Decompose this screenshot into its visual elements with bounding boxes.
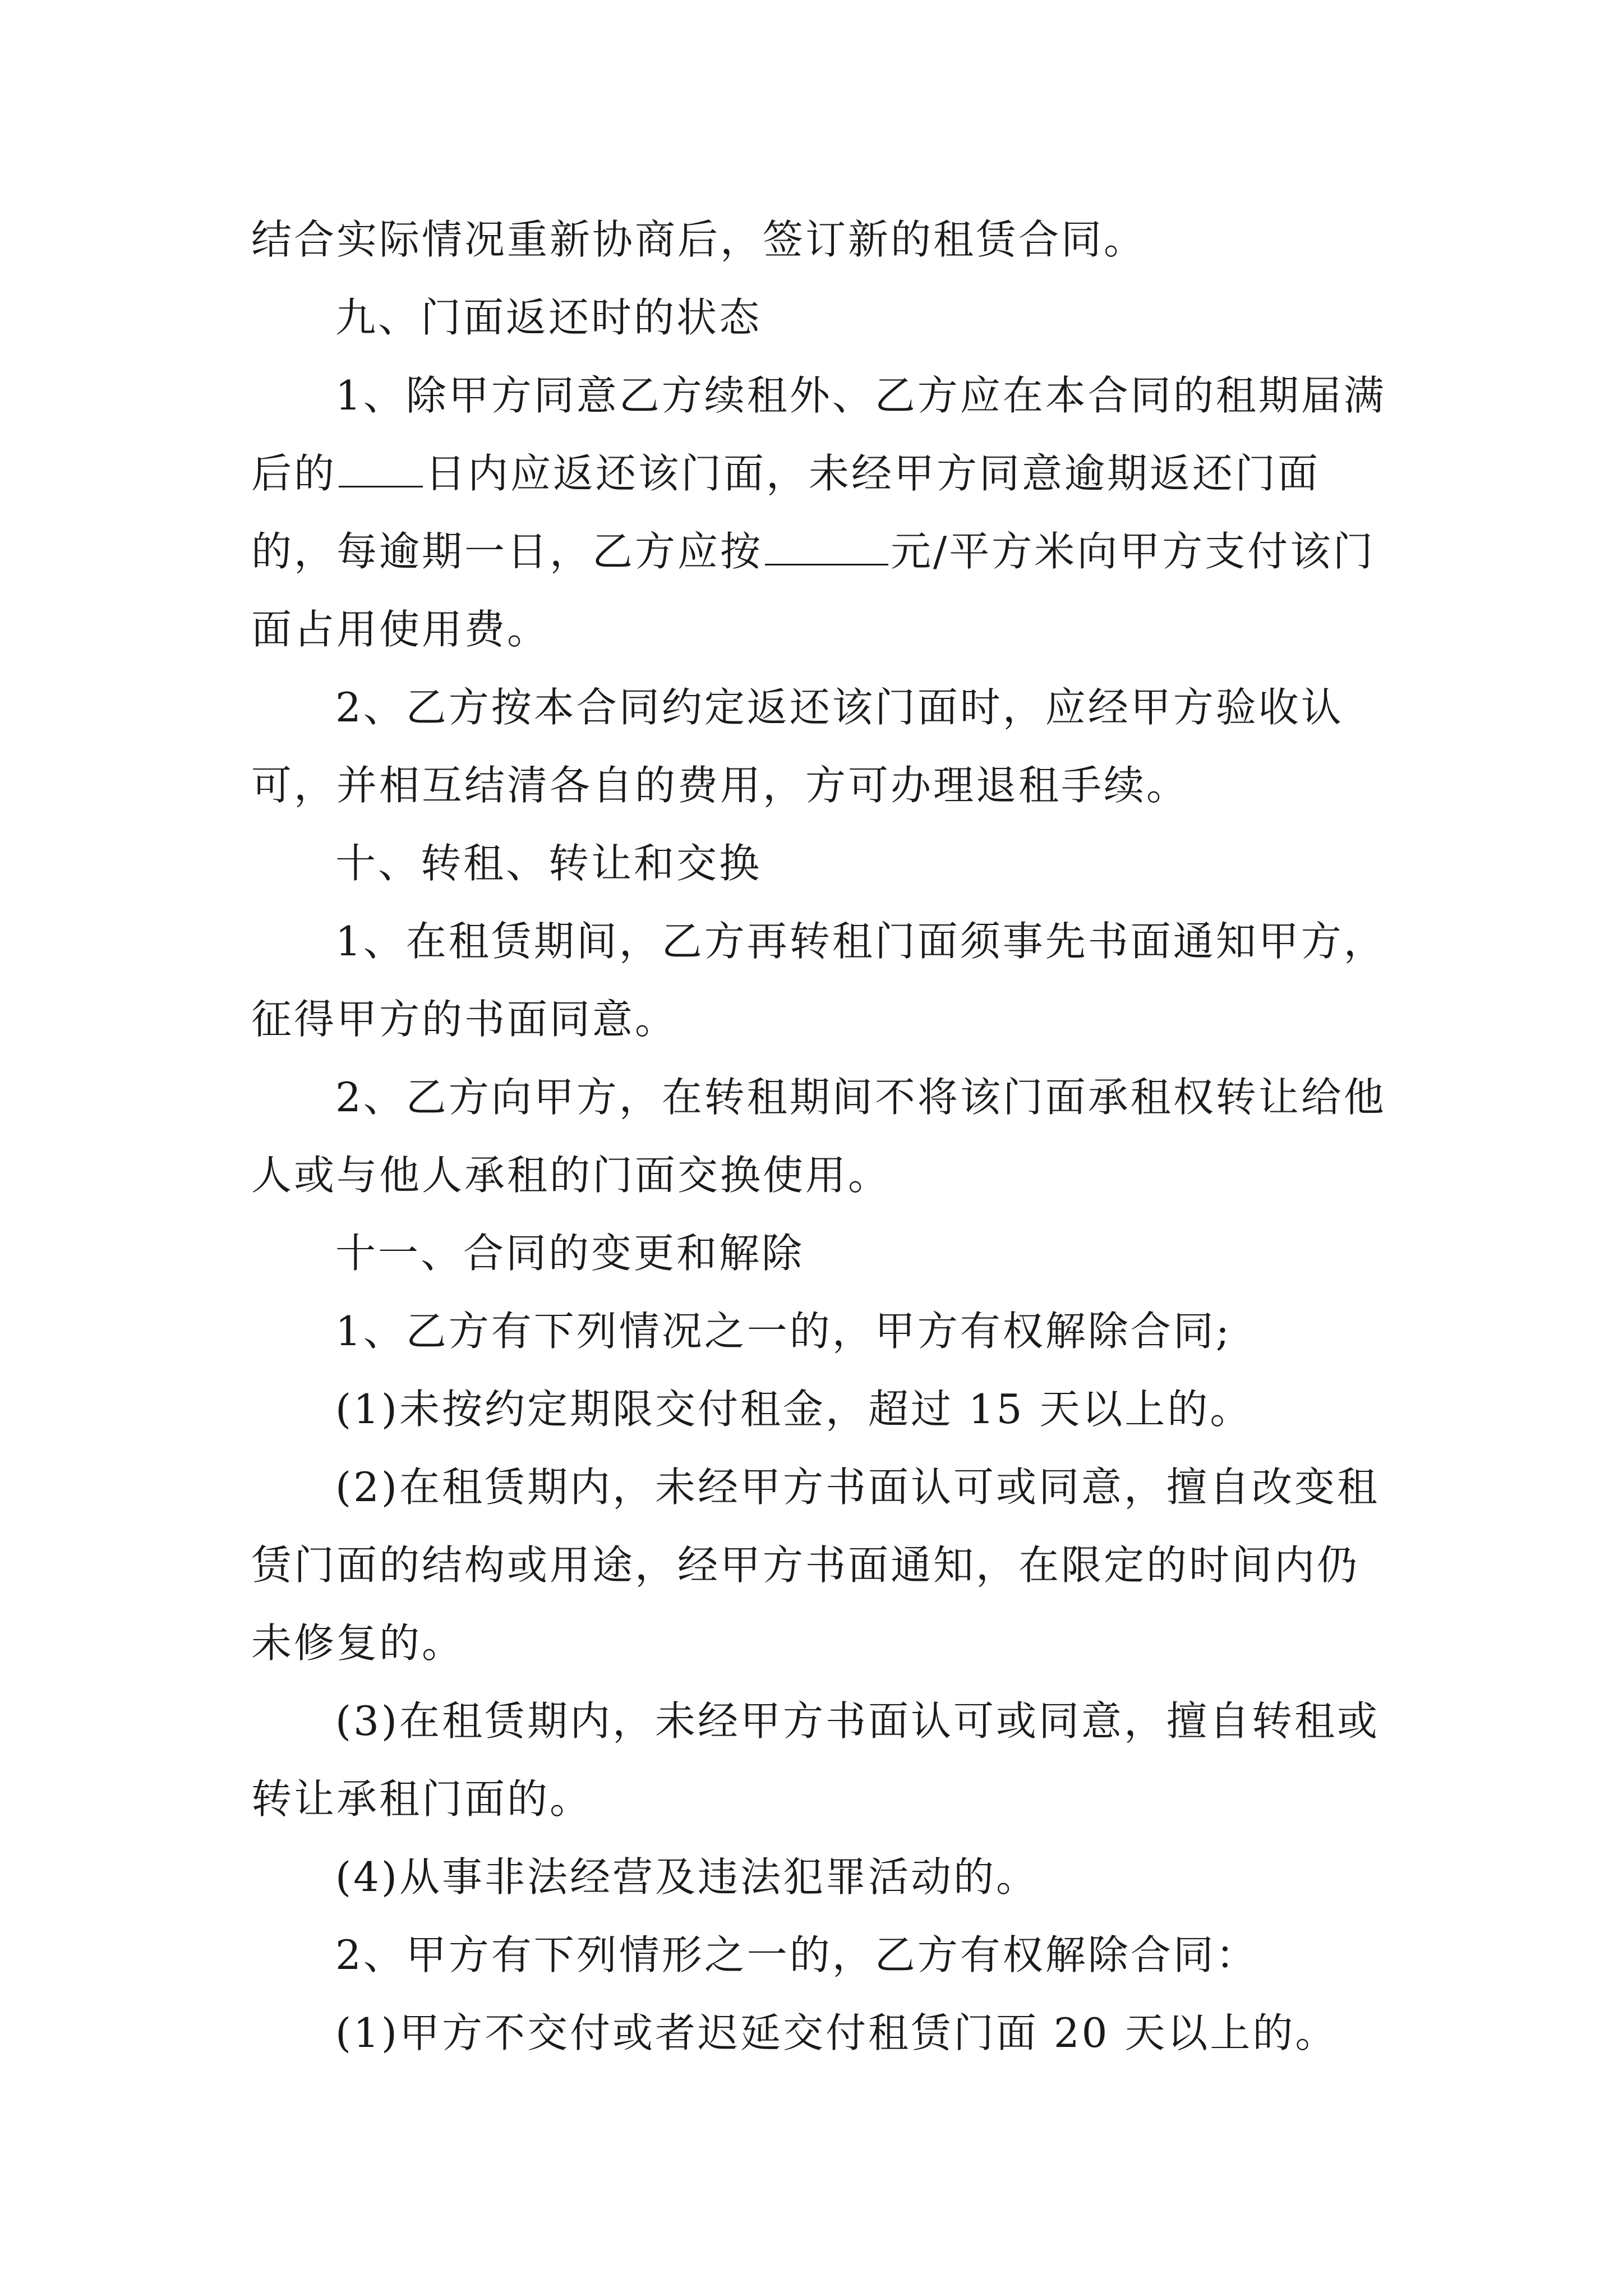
clause-9-1-part-a: 1、除甲方同意乙方续租外、乙方应在本合同的租期届满后的 [251, 372, 1386, 497]
clause-11-1-item-4: (4)从事非法经营及违法犯罪活动的。 [335, 1853, 1039, 1901]
document-body [251, 201, 1395, 2072]
paragraph-continuation: 结合实际情况重新协商后，签订新的租赁合同。 [251, 216, 1147, 263]
clause-9-1-part-c: 元/平方米向甲方支付该门面占用使用费。 [251, 528, 1376, 653]
clause-11-1-item-3: (3)在租赁期内，未经甲方书面认可或同意，擅自转租或转让承租门面的。 [251, 1697, 1380, 1823]
fill-in-blank-days [339, 452, 423, 487]
section-heading-10: 十、转租、转让和交换 [335, 840, 762, 887]
section-heading-9: 九、门面返还时的状态 [335, 294, 762, 341]
clause-11-2-item-1: (1)甲方不交付或者迟延交付租赁门面 20 天以上的。 [335, 2009, 1338, 2056]
clause-9-1-part-b: 日内应返还该门面，未经甲方同意逾期返还门面的，每逾期一日，乙方应按 [251, 450, 1321, 575]
clause-10-1: 1、在租赁期间，乙方再转租门面须事先书面通知甲方，征得甲方的书面同意。 [251, 918, 1386, 1043]
clause-11-2: 2、甲方有下列情形之一的，乙方有权解除合同： [335, 1931, 1258, 1978]
clause-11-1: 1、乙方有下列情况之一的，甲方有权解除合同; [335, 1308, 1232, 1355]
clause-11-1-item-1: (1)未按约定期限交付租金，超过 15 天以上的。 [335, 1386, 1253, 1433]
clause-11-1-item-2: (2)在租赁期内，未经甲方书面认可或同意，擅自改变租赁门面的结构或用途，经甲方书面通知，在限定的时间内仍未修复的。 [251, 1464, 1380, 1667]
fill-in-blank-fee [765, 530, 888, 565]
clause-9-2: 2、乙方按本合同约定返还该门面时，应经甲方验收认可，并相互结清各自的费用，方可办理退租手续。 [251, 684, 1344, 809]
clause-10-2: 2、乙方向甲方，在转租期间不将该门面承租权转让给他人或与他人承租的门面交换使用。 [251, 1074, 1386, 1199]
section-heading-11: 十一、合同的变更和解除 [335, 1230, 805, 1277]
clause-9-1 [251, 357, 1395, 669]
